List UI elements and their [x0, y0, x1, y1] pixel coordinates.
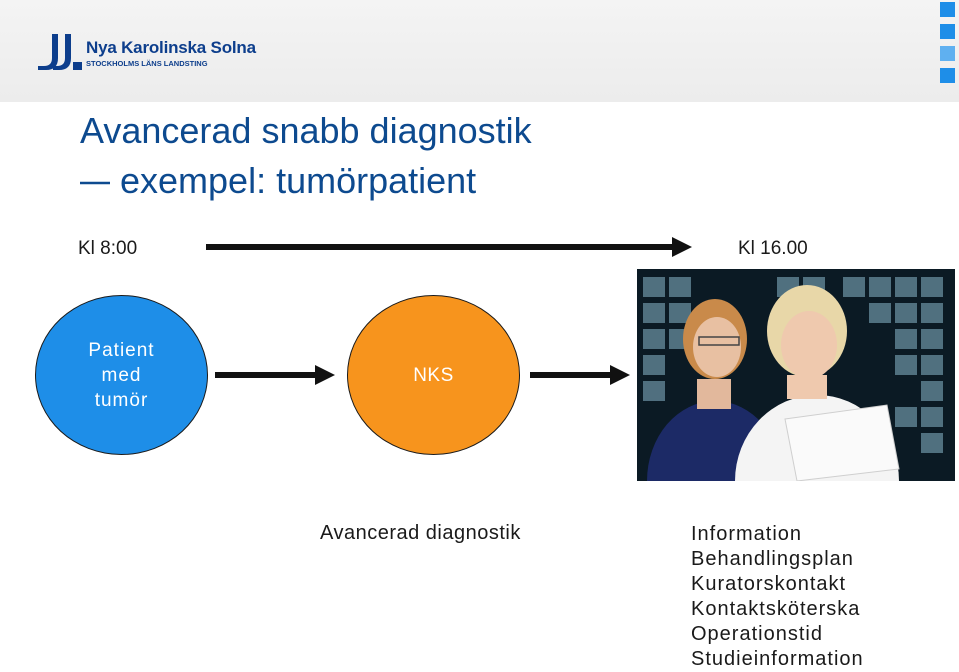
list-item: Kontaktsköterska	[691, 598, 861, 620]
list-item: Behandlingsplan	[691, 548, 854, 570]
nks-circle	[347, 295, 520, 455]
doctors-reviewing-scans-photo	[637, 269, 955, 481]
corner-squares-decoration	[935, 0, 959, 90]
list-item: Operationstid	[691, 623, 823, 645]
logo-name: Nya Karolinska Solna	[86, 38, 256, 57]
list-item: Information	[691, 523, 803, 545]
time-start-label: Kl 8:00	[78, 238, 138, 259]
flow-arrow-icon	[530, 364, 630, 386]
logo-subtitle: STOCKHOLMS LÄNS LANDSTING	[86, 59, 208, 68]
diagnostics-caption: Avancerad diagnostik	[320, 522, 521, 544]
patient-line-3: tumör	[94, 389, 149, 411]
patient-circle	[35, 295, 208, 455]
list-item: Studieinformation	[691, 648, 864, 670]
photo-illustration	[637, 269, 955, 481]
time-end-label: Kl 16.00	[738, 238, 808, 259]
slide-title-line2	[80, 160, 476, 202]
nks-circle-label: NKS	[413, 364, 454, 386]
corner-square	[940, 24, 955, 39]
flow-arrow-icon	[215, 364, 335, 386]
corner-square	[940, 2, 955, 17]
patient-circle-text	[88, 338, 154, 413]
patient-line-1: Patient	[88, 339, 155, 361]
slide-title-line1: Avancerad snabb diagnostik	[80, 110, 532, 151]
corner-square	[940, 46, 955, 61]
list-item: Kuratorskontakt	[691, 573, 847, 595]
timeline-arrow-icon	[206, 236, 692, 258]
logo	[38, 32, 298, 72]
logo-mark-icon	[38, 32, 82, 72]
corner-square	[940, 68, 955, 83]
header-band	[0, 0, 959, 102]
dash-icon	[80, 165, 110, 201]
slide-title-line2-text: exempel: tumörpatient	[120, 160, 477, 201]
patient-line-2: med	[101, 364, 142, 386]
outcomes-list	[691, 522, 864, 672]
